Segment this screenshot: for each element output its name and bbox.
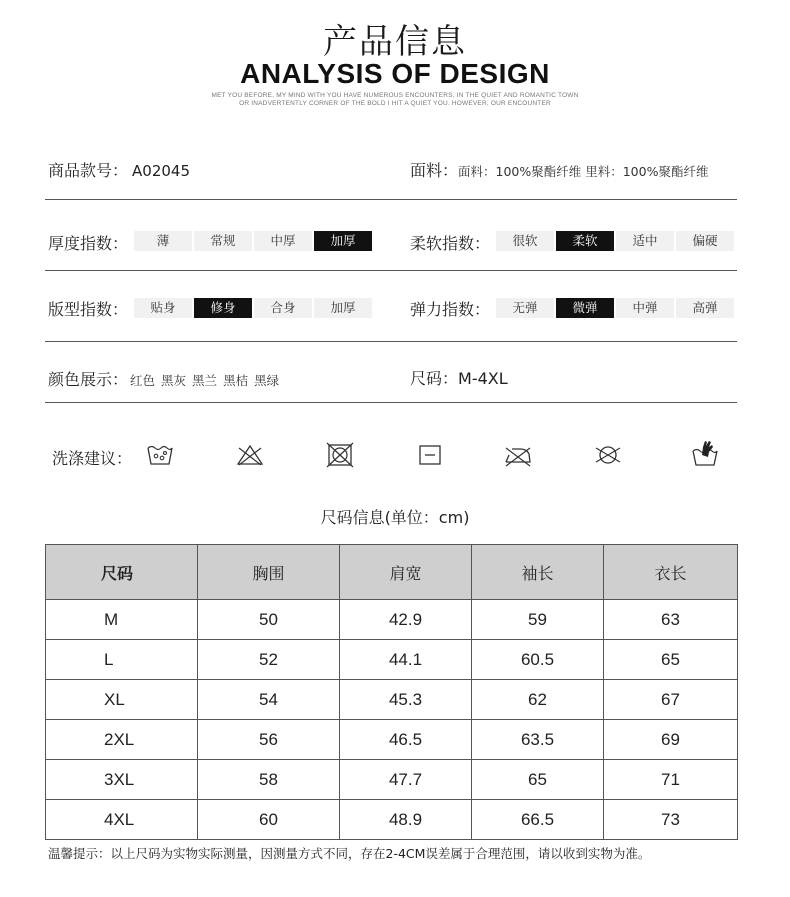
elasticity-scale bbox=[496, 298, 734, 318]
divider bbox=[45, 270, 737, 271]
table-cell: 73 bbox=[604, 800, 738, 840]
table-row bbox=[46, 680, 738, 720]
size-table-header-row bbox=[46, 545, 738, 600]
softness-label: 柔软指数： bbox=[410, 234, 491, 253]
table-cell: M bbox=[46, 600, 198, 640]
header-cell-sleeve: 袖长 bbox=[472, 545, 604, 600]
table-cell: 62 bbox=[472, 680, 604, 720]
table-cell: 71 bbox=[604, 760, 738, 800]
fabric-value: 面料：100%聚酯纤维 里料：100%聚酯纤维 bbox=[458, 164, 709, 179]
thickness-option-selected: 加厚 bbox=[314, 231, 372, 251]
tagline-line-1: MET YOU BEFORE, MY MIND WITH YOU HAVE NUMEROUS ENCOUNTERS, IN THE QUIET AND ROMANTIC TOWN bbox=[211, 92, 579, 99]
size-range bbox=[410, 366, 508, 389]
style-number-value: A02045 bbox=[132, 162, 190, 180]
table-cell: 44.1 bbox=[340, 640, 472, 680]
size-range-value: M-4XL bbox=[458, 369, 508, 388]
fabric-info bbox=[410, 158, 708, 181]
hand-wash-icon bbox=[145, 440, 175, 470]
size-table-caption: 尺码信息(单位：cm) bbox=[320, 508, 470, 527]
table-cell: 66.5 bbox=[472, 800, 604, 840]
fit-label: 版型指数： bbox=[48, 300, 129, 319]
table-cell: 48.9 bbox=[340, 800, 472, 840]
fabric-label: 面料： bbox=[410, 161, 459, 180]
thickness-option: 中厚 bbox=[254, 231, 312, 251]
table-cell: 60 bbox=[198, 800, 340, 840]
softness-option: 偏硬 bbox=[676, 231, 734, 251]
elasticity-option-selected: 微弹 bbox=[556, 298, 614, 318]
table-cell: 63 bbox=[604, 600, 738, 640]
divider bbox=[45, 341, 737, 342]
no-dry-clean-icon bbox=[593, 440, 623, 470]
table-cell: 4XL bbox=[46, 800, 198, 840]
table-cell: 58 bbox=[198, 760, 340, 800]
page-title-en: ANALYSIS OF DESIGN bbox=[240, 58, 550, 89]
elasticity-option: 中弹 bbox=[616, 298, 674, 318]
thickness-scale bbox=[134, 231, 372, 251]
header-cell-chest: 胸围 bbox=[198, 545, 340, 600]
colors bbox=[48, 367, 285, 390]
no-tumble-dry-icon bbox=[325, 440, 355, 470]
softness-option: 很软 bbox=[496, 231, 554, 251]
fit-option: 加厚 bbox=[314, 298, 372, 318]
fit-option: 合身 bbox=[254, 298, 312, 318]
table-cell: 50 bbox=[198, 600, 340, 640]
elasticity-option: 高弹 bbox=[676, 298, 734, 318]
table-cell: 3XL bbox=[46, 760, 198, 800]
table-row bbox=[46, 720, 738, 760]
table-cell: 69 bbox=[604, 720, 738, 760]
thickness-option: 薄 bbox=[134, 231, 192, 251]
divider bbox=[45, 402, 737, 403]
size-range-label: 尺码： bbox=[410, 369, 459, 388]
no-bleach-icon bbox=[235, 440, 265, 470]
table-cell: 2XL bbox=[46, 720, 198, 760]
header-cell-size: 尺码 bbox=[46, 545, 198, 600]
style-number-label: 商品款号： bbox=[48, 161, 129, 180]
table-cell: 59 bbox=[472, 600, 604, 640]
thickness-label: 厚度指数： bbox=[48, 234, 129, 253]
color-item: 黑兰 bbox=[192, 373, 218, 388]
table-cell: 46.5 bbox=[340, 720, 472, 760]
table-row bbox=[46, 640, 738, 680]
fit-option: 贴身 bbox=[134, 298, 192, 318]
table-cell: 42.9 bbox=[340, 600, 472, 640]
table-cell: 56 bbox=[198, 720, 340, 760]
header-cell-shoulder: 肩宽 bbox=[340, 545, 472, 600]
fit-option-selected: 修身 bbox=[194, 298, 252, 318]
table-cell: L bbox=[46, 640, 198, 680]
table-row bbox=[46, 760, 738, 800]
table-cell: 60.5 bbox=[472, 640, 604, 680]
divider bbox=[45, 199, 737, 200]
table-cell: 65 bbox=[604, 640, 738, 680]
care-label: 洗涤建议： bbox=[52, 449, 133, 468]
style-number bbox=[48, 158, 190, 181]
size-note: 温馨提示：以上尺码为实物实际测量，因测量方式不同，存在2-4CM误差属于合理范围，请以收到实物为准。 bbox=[48, 846, 651, 861]
table-cell: 54 bbox=[198, 680, 340, 720]
softness-option-selected: 柔软 bbox=[556, 231, 614, 251]
softness-option: 适中 bbox=[616, 231, 674, 251]
color-item: 红色 bbox=[130, 373, 156, 388]
colors-list bbox=[128, 370, 285, 389]
no-iron-icon bbox=[503, 440, 533, 470]
size-table bbox=[45, 544, 738, 840]
elasticity-option: 无弹 bbox=[496, 298, 554, 318]
page-title-cn: 产品信息 bbox=[323, 22, 467, 62]
table-row bbox=[46, 800, 738, 840]
tagline-line-2: OR INADVERTENTLY CORNER OF THE BOLD I HIT A QUIET YOU. HOWEVER, OUR ENCOUNTER bbox=[239, 100, 551, 107]
fit-scale bbox=[134, 298, 372, 318]
header-cell-length: 衣长 bbox=[604, 545, 738, 600]
table-row bbox=[46, 600, 738, 640]
table-cell: 63.5 bbox=[472, 720, 604, 760]
hand-wash-glove-icon bbox=[690, 438, 720, 468]
thickness-option: 常规 bbox=[194, 231, 252, 251]
flat-dry-icon bbox=[415, 440, 445, 470]
table-cell: 67 bbox=[604, 680, 738, 720]
softness-scale bbox=[496, 231, 734, 251]
elasticity-label: 弹力指数： bbox=[410, 300, 491, 319]
table-cell: 65 bbox=[472, 760, 604, 800]
colors-label: 颜色展示： bbox=[48, 370, 129, 389]
table-cell: 47.7 bbox=[340, 760, 472, 800]
table-cell: 45.3 bbox=[340, 680, 472, 720]
color-item: 黑灰 bbox=[161, 373, 187, 388]
color-item: 黑绿 bbox=[254, 373, 280, 388]
table-cell: XL bbox=[46, 680, 198, 720]
table-cell: 52 bbox=[198, 640, 340, 680]
color-item: 黑桔 bbox=[223, 373, 249, 388]
